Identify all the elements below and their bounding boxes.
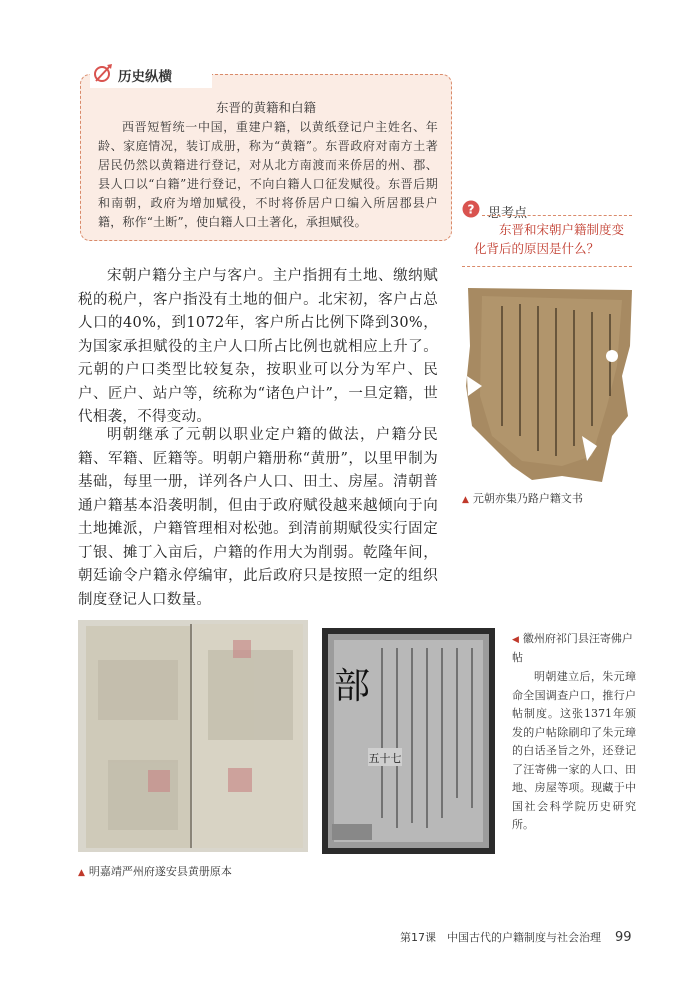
yellow-book-caption: ▲ 明嘉靖严州府遂安县黄册原本 [78, 865, 232, 878]
history-sidebar-label: 历史纵横 [118, 69, 172, 85]
slip-seal-text: 五十七 [368, 752, 402, 765]
triangle-marker-icon: ▲ [78, 868, 85, 878]
household-slip-caption-title: ◀ 徽州府祁门县汪寄佛户帖 [512, 632, 633, 664]
history-sidebar-title: 东晋的黄籍和白籍 [215, 100, 316, 115]
slip-large-character: 部 [333, 666, 371, 707]
question-icon [462, 200, 480, 222]
household-slip-image [322, 628, 495, 854]
think-point-question: 东晋和宋朝户籍制度变化背后的原因是什么？ [474, 222, 625, 256]
quill-icon [92, 63, 114, 87]
page-number: 99 [615, 930, 632, 945]
page-footer [400, 929, 632, 945]
triangle-marker-icon: ◀ [512, 635, 519, 645]
body-paragraph-song-yuan: 宋朝户籍分主户与客户。主户指拥有土地、缴纳赋税的税户，客户指没有土地的佃户。北宋初，客户占总人口的40%，到1072年，客户所占比例下降到30%，为国家承担赋役的主户人口所占比例也就相应上升了。元朝的户口类型比较复杂，按职业可以分为军户、民户、匠户、站户等，统称为“诸色户计”，一旦定籍，世代相袭，不得变动。 [78, 268, 438, 425]
lesson-title: 第17课 中国古代的户籍制度与社会治理 [400, 931, 601, 944]
triangle-marker-icon: ▲ [462, 495, 469, 505]
ming-yellow-book-image [78, 620, 308, 852]
svg-text:?: ? [467, 202, 475, 217]
yuan-document-caption: ▲ 元朝亦集乃路户籍文书 [462, 492, 583, 505]
think-point-label: 思考点 [488, 205, 528, 221]
history-sidebar-header [90, 62, 212, 88]
history-sidebar-body: 西晋短暂统一中国，重建户籍，以黄纸登记户主姓名、年龄、家庭情况，装订成册，称为“黄籍”。东晋政府对南方土著居民仍然以黄籍进行登记，对从北方南渡而来侨居的州、郡、县人口以“白籍”进行登记，不向白籍人口征发赋役。东晋后期和南朝，政府为增加赋役，不时将侨居户口编入所居郡县户籍，称作“土断”，使白籍人口土著化，承担赋役。 [98, 120, 438, 229]
yuan-household-document-image [462, 286, 638, 484]
body-paragraph-ming-qing: 明朝继承了元朝以职业定户籍的做法，户籍分民籍、军籍、匠籍等。明朝户籍册称“黄册”，以里甲制为基础，每里一册，详列各户人口、田土、房屋。清朝普通户籍基本沿袭明制，但由于政府赋役越来越倾向于向土地摊派，户籍管理相对松弛。到清前期赋役实行固定丁银、摊丁入亩后，户籍的作用大为削弱。乾隆年间，朝廷谕令户籍永停编审，此后政府只是按照一定的组织制度登记人口数量。 [78, 427, 438, 608]
think-point-header [462, 200, 527, 222]
think-point-divider-bottom [462, 266, 632, 267]
think-point-divider-top [482, 215, 632, 216]
household-slip-caption-body: 明朝建立后，朱元璋命全国调查户口，推行户帖制度。这张1371年颁发的户帖除刷印了朱元璋的白话圣旨之外，还登记了汪寄佛一家的人口、田地、房屋等项。现藏于中国社会科学院历史研究所。 [512, 670, 636, 831]
